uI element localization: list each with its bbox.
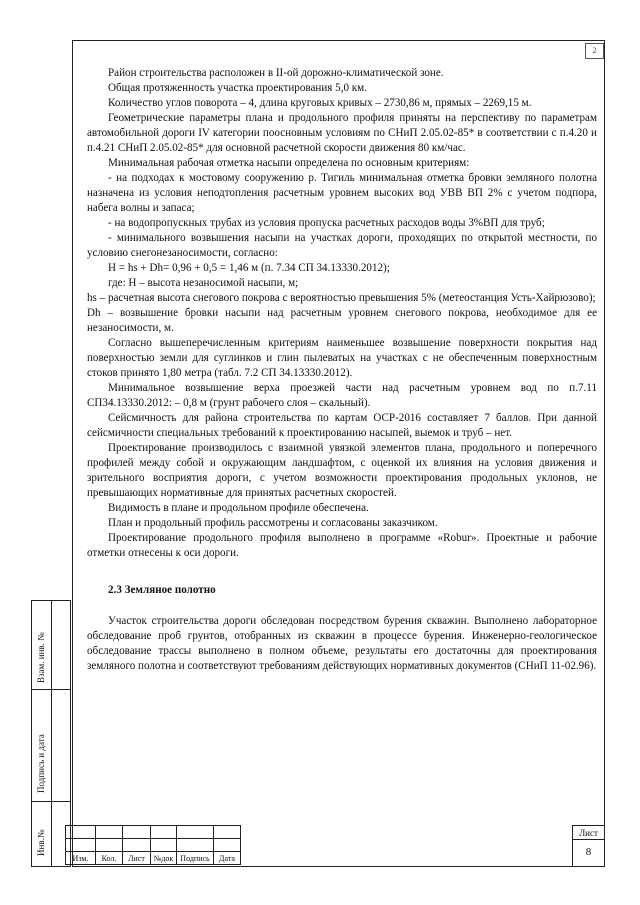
paragraph: - на подходах к мостовому сооружению р. Тигиль минимальная отметка бровки земляного полотна назначена из условия неподтопления расчетным уровнем высоких вод УВВ ВП 2% с учетом подпора, набега волны и запаса; bbox=[87, 172, 597, 214]
document-body bbox=[87, 66, 597, 674]
paragraph: где: H – высота незаносимой насыпи, м; bbox=[108, 277, 299, 289]
paragraph: Dh – возвышение бровки насыпи над расчетным уровнем снегового покрова, необходимое для ее незаносимости, м. bbox=[87, 307, 597, 334]
paragraph: План и продольный профиль рассмотрены и согласованы заказчиком. bbox=[108, 517, 438, 529]
paragraph: Геометрические параметры плана и продольного профиля приняты на перспективу по параметрам автомобильной дороги IV категории поосновным условиям по СНиП 2.05.02-85* в соответствии с п.4.20 и п.4.21 СНиП 2.05.02-85* для основной расчетной скорости движения 80 км/час. bbox=[87, 112, 597, 154]
paragraph: Количество углов поворота – 4, длина круговых кривых – 2730,86 м, прямых – 2269,15 м. bbox=[108, 97, 532, 109]
col-data: Дата bbox=[214, 852, 241, 865]
sheet-number: 8 bbox=[585, 846, 592, 858]
col-podpis: Подпись bbox=[177, 852, 214, 865]
paragraph: - минимального возвышения насыпи на участках дороги, проходящих по открытой местности, по условию снегонезаносимости, согласно: bbox=[87, 232, 597, 259]
paragraph: Район строительства расположен в II-ой дорожно-климатической зоне. bbox=[108, 67, 444, 79]
sheet-label: Лист bbox=[573, 827, 604, 840]
col-izm: Изм. bbox=[66, 852, 96, 865]
paragraph: hs – расчетная высота снегового покрова с вероятностью превышения 5% (метеостанция Усть-Хайрюзово); bbox=[87, 292, 596, 304]
col-kol: Кол. bbox=[96, 852, 123, 865]
sheet-tab: 2 bbox=[585, 43, 604, 59]
paragraph: Минимальное возвышение верха проезжей части над расчетным уровнем вод по п.7.11 СП34.13330.2012: – 0,8 м (грунт рабочего слоя – скальный). bbox=[87, 382, 597, 409]
title-block bbox=[65, 825, 605, 867]
sheet-number-box bbox=[572, 825, 605, 867]
paragraph: Сейсмичность для района строительства по картам ОСР-2016 составляет 7 баллов. При данной сейсмичности специальных требований к проектированию насыпей, выемок и труб – нет. bbox=[87, 412, 597, 439]
podpis-label: Подпись и дата bbox=[36, 734, 46, 793]
paragraph: Согласно вышеперечисленным критериям наименьшее возвышение поверхности покрытия над поверхностью земли для суглинков и глин пылеватых на участках с не обеспеченным поверхностным стоков принято 1,80 метра (табл. 7.2 СП 34.13330.2012). bbox=[87, 337, 597, 379]
formula: H = hs + Dh= 0,96 + 0,5 = 1,46 м (п. 7.34 СП 34.13330.2012); bbox=[108, 262, 390, 274]
col-ndok: №док bbox=[151, 852, 177, 865]
section-heading: 2.3 Земляное полотно bbox=[108, 584, 216, 596]
vzam-label: Взам. инв. № bbox=[36, 632, 46, 683]
side-stamp bbox=[31, 600, 71, 867]
col-list: Лист bbox=[123, 852, 151, 865]
paragraph: Проектирование производилось с взаимной увязкой элементов плана, продольного и поперечного профилей между собой и окружающим ландшафтом, с оценкой их влияния на условия движения и зрительного восприятия дороги, с учетом возможности проектирования продольных уклонов, не превышающих нормативные для принятых расчетных скоростей. bbox=[87, 442, 597, 499]
paragraph: Видимость в плане и продольном профиле обеспечена. bbox=[108, 502, 369, 514]
paragraph: Участок строительства дороги обследован посредством бурения скважин. Выполнено лабораторное обследование проб грунтов, отобранных из скважин в процессе бурения. Инженерно-геологическое обследование трассы выполнено в полном объеме, результаты его достаточны для проектирования земляного полотна и соответствуют требованиям действующих нормативных документов (СНиП 11-02.96). bbox=[87, 615, 597, 672]
paragraph: Проектирование продольного профиля выполнено в программе «Robur». Проектные и рабочие отметки отнесены к оси дороги. bbox=[87, 532, 597, 559]
paragraph: - на водопропускных трубах из условия пропуска расчетных расходов воды 3%ВП для труб; bbox=[108, 217, 545, 229]
paragraph: Минимальная рабочая отметка насыпи определена по основным критериям: bbox=[108, 157, 470, 169]
inv-label: Инв.№ bbox=[36, 829, 46, 856]
paragraph: Общая протяженность участка проектирования 5,0 км. bbox=[108, 82, 367, 94]
